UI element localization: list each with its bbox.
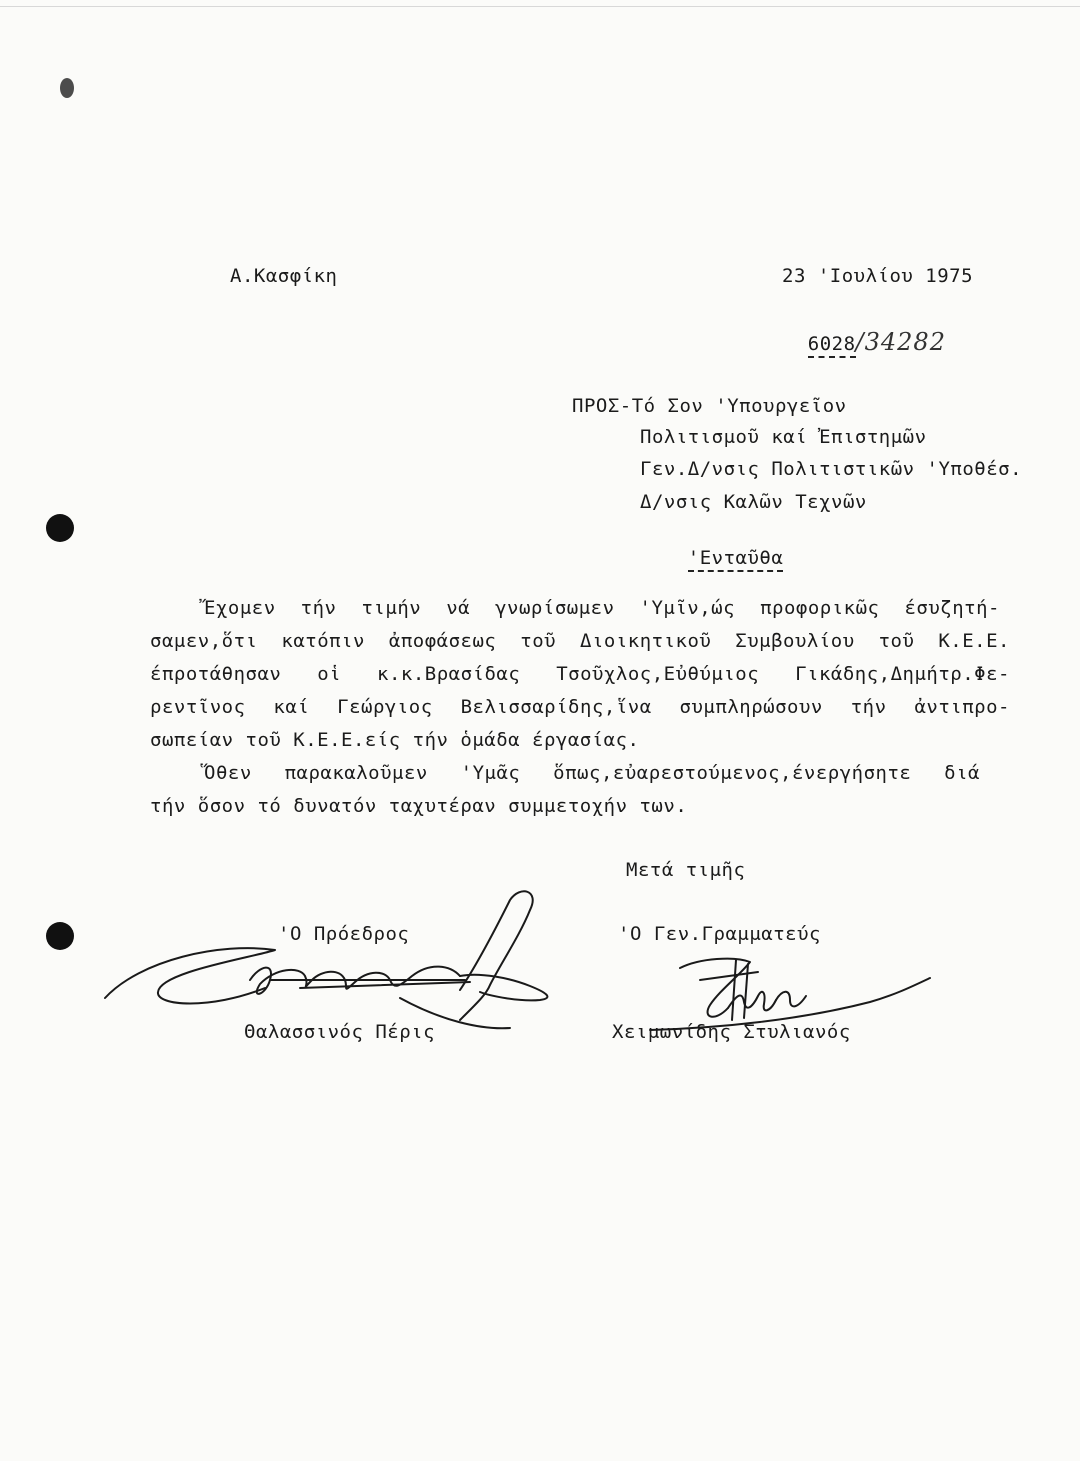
punch-hole [46,922,74,950]
scan-edge-line [0,6,1080,7]
sender-initials: Α.Κασφίκη [230,265,338,287]
recipient-line: Γεν.Δ/νσις Πολιτιστικῶν 'Υποθέσ. [640,458,1023,480]
secretary-name: Χειμωνίδης Στυλιανός [612,1021,851,1043]
body-line: σωπείαν τοῦ Κ.Ε.Ε.είς τήν ὁμάδα έργασίας. [150,729,640,751]
body-line: Ἔχομεν τήν τιμήν νά γνωρίσωμεν 'Υμῖν,ώς προφορικῶς έσυζητή- [204,597,1000,619]
body-line: έπροτάθησαν οἱ κ.κ.Βρασίδας Τσοῦχλος,Εὐθύμιος Γικάδης,Δημήτρ.Φε- [150,663,1010,685]
recipient-line: Δ/νσις Καλῶν Τεχνῶν [640,491,867,513]
body-line: Ὅθεν παρακαλοῦμεν 'Υμᾶς ὅπως,εὐαρεστούμενος,ένεργήσητε διά [204,762,980,784]
reference-number [760,306,946,380]
punch-hole [46,514,74,542]
body-line: ρεντῖνος καί Γεώργιος Βελισσαρίδης,ἵνα συμπληρώσουν τήν ἀντιπρο- [150,696,1010,718]
punch-hole-mark [60,78,74,98]
recipient-line: Πολιτισμοῦ καί Ἐπιστημῶν [640,426,927,448]
reference-separator: / [855,328,865,356]
reference-typed: 6028 [808,333,856,358]
secretary-signature [640,950,940,1060]
recipient-location: 'Ενταῦθα [640,522,783,594]
secretary-title: 'Ο Γεν.Γραμματεύς [618,923,821,945]
president-name: Θαλασσινός Πέρις [244,1021,436,1043]
reference-handwritten: 34282 [864,328,946,356]
closing-salutation: Μετά τιμῆς [626,859,746,881]
body-line: τήν ὅσον τό δυνατόν ταχυτέραν συμμετοχήν των. [150,795,688,817]
president-title: 'Ο Πρόεδρος [278,923,410,945]
recipient-line: ΠΡΟΣ-Τό Σον 'Υπουργεῖον [572,395,847,417]
body-line: σαμεν,ὅτι κατόπιν ἀποφάσεως τοῦ Διοικητικοῦ Συμβουλίου τοῦ Κ.Ε.Ε. [150,630,1010,652]
letter-date: 23 'Ιουλίου 1975 [782,265,974,287]
president-signature [100,880,580,1060]
